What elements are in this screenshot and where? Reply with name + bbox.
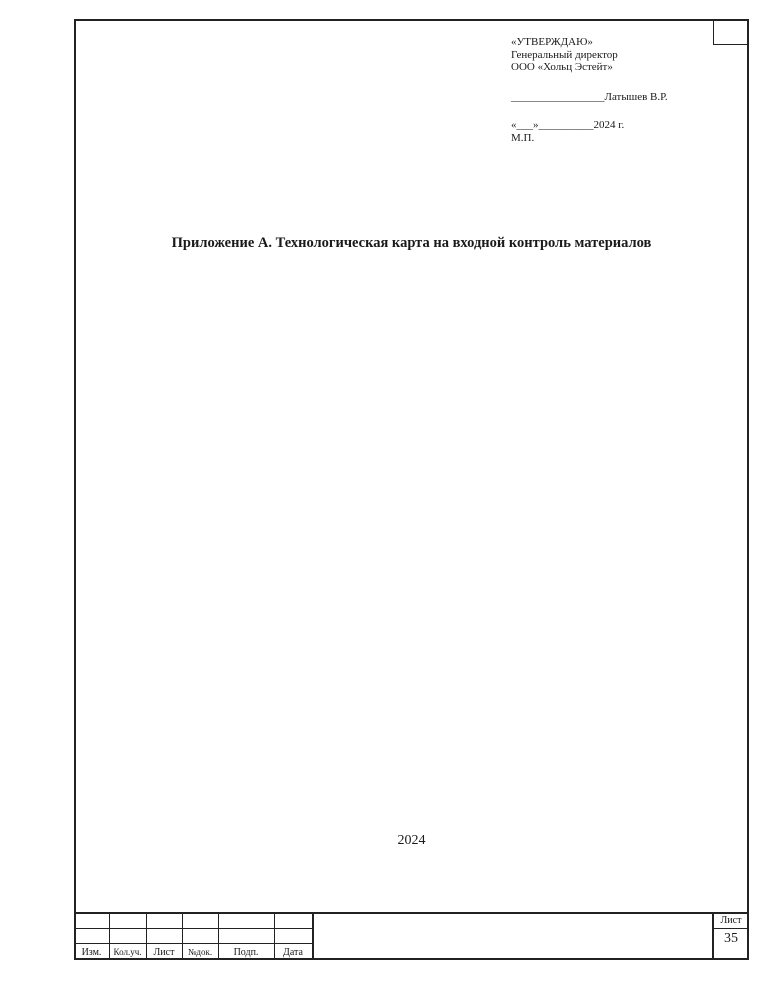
approval-date-block	[511, 119, 624, 144]
stamp-sheet-label: Лист	[720, 915, 742, 926]
page-frame	[74, 19, 749, 960]
corner-box	[713, 19, 749, 45]
stamp-label-kol-uch: Кол.уч.	[113, 947, 142, 957]
stamp-label-signature: Подп.	[233, 947, 259, 958]
approval-heading: «УТВЕРЖДАЮ»	[511, 36, 593, 48]
approval-block	[511, 36, 618, 74]
approval-position: Генеральный директор	[511, 48, 618, 61]
document-year: 2024	[397, 833, 426, 848]
stamp-sheet-number: 35	[724, 931, 738, 946]
approval-company: ООО «Хольц Эстейт»	[511, 61, 613, 73]
document-title: Приложение А. Технологическая карта на входной контроль материалов	[171, 235, 652, 251]
stamp-label-izm: Изм.	[81, 947, 102, 958]
approval-date: «___»__________2024 г.	[511, 119, 625, 131]
stamp-sheet-line	[713, 928, 749, 929]
stamp-col-line	[312, 914, 314, 960]
title-block-stamp	[74, 912, 749, 960]
stamp-label-list: Лист	[153, 947, 175, 958]
stamp-label-doc-num: №док.	[187, 947, 213, 957]
approval-signature: _________________Латышев В.Р.	[511, 91, 668, 103]
stamp-label-date: Дата	[283, 947, 303, 958]
approval-seal: М.П.	[511, 131, 535, 144]
